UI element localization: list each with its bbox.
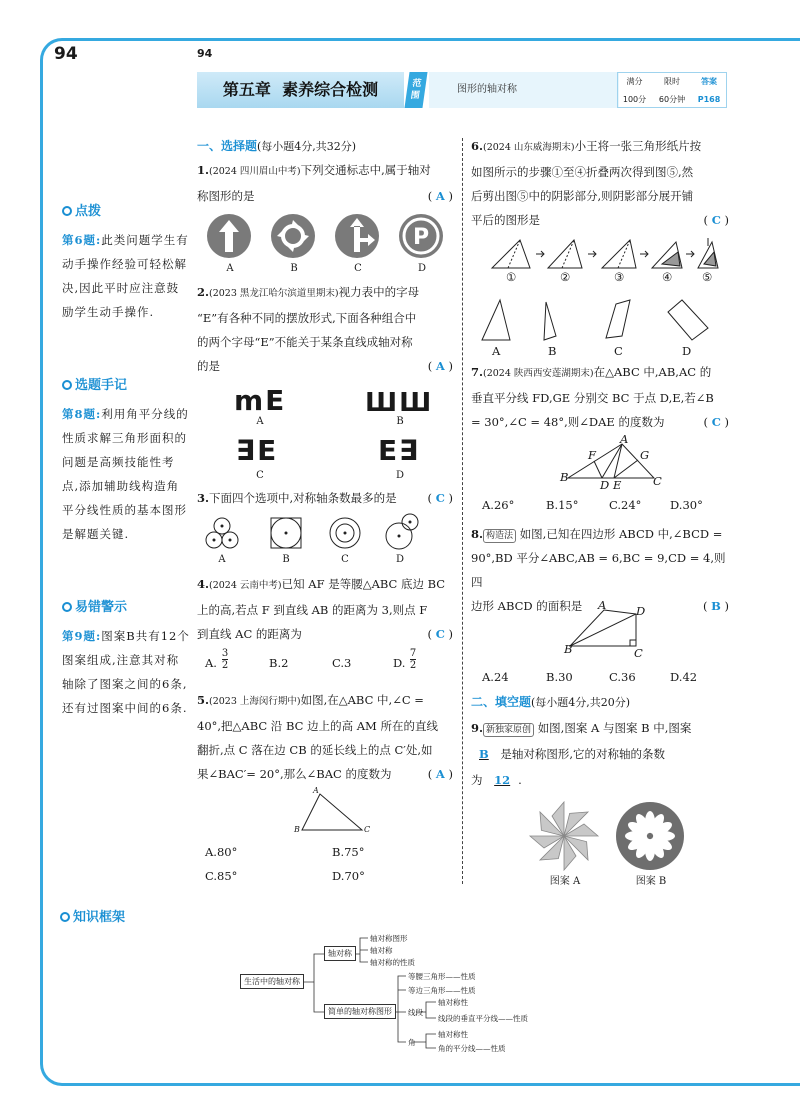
column-divider [462,138,463,884]
sign-d [399,214,443,258]
question-6: 6.(2024 山东威海期末)小王将一张三角形纸片按 如图所示的步骤①至④折叠两次得到图⑤,然 后剪出图⑤中的阴影部分,则阴影部分展开铺 平后的图形是 ( C ) [471,139,729,227]
question-2: 2.(2023 黑龙江哈尔滨道里期末)视力表中的字母 “E”有各种不同的摆放形式,下面各种组合中 的两个字母“E”不能关于某条直线成轴对称 的是 ( A ) [197,285,453,373]
q6-option-labels: A B C D [492,344,692,358]
q8-options: A.24 B.30 C.36 D.42 [482,670,698,684]
chapter-header [197,68,727,112]
q5-options: A.80° B.75° C.85° D.70° [205,845,365,883]
question-3: 3.下面四个选项中,对称轴条数最多的是 ( C ) [197,491,453,505]
framework-tree: 生活中的轴对称 轴对称 轴对称图形 轴对称 轴对称的性质 简单的轴对称图形 等腰三角形——性质 等边三角形——性质 线段 轴对称性 线段的垂直平分线——性质 角 轴对称性 角的平分线——性质 [240,930,570,1060]
tree-lines [240,930,570,1060]
bullet-icon [60,912,70,922]
method-tag: 构造法 [483,529,516,543]
answer-blank-1: B [479,747,489,761]
pattern-b [614,800,686,872]
q8-labels: A D B C [564,598,646,660]
framework-title: 知识框架 [60,906,125,925]
range-topic: 图形的轴对称 [429,72,619,108]
range-label: 范 围 [404,72,427,108]
chapter-title: 第五章 素养综合检测 [197,72,404,108]
question-4: 4.(2024 云南中考)已知 AF 是等腰△ABC 底边 BC 上的高,若点 F 到直线 AB 的距离为 3,则点 F 到直线 AC 的距离为 ( C ) [197,577,453,641]
sidebar-tips: 点拨 第6题:此类问题学生有动手操作经验可轻松解决,因此平时应注意鼓励学生动手操作. [62,204,189,319]
question-5: 5.(2023 上海闵行期中)如图,在△ABC 中,∠C = 40°,把△ABC 沿 BC 边上的高 AM 所在的直线 翻折,点 C 落在边 CB 的延长线上的点 C′处,如 果∠BAC′= 20°,那么∠BAC 的度数为 ( A ) [197,693,453,781]
question-8: 8. 构造法 如图,已知在四边形 ABCD 中,∠BCD = 90°,BD 平分∠ABC,AB = 6,BC = 9,CD = 4,则四 边形 ABCD 的面积是 ( B ) [471,527,729,613]
question-9: 9. 新独家原创 如图,图案 A 与图案 B 中,图案 B 是轴对称图形,它的对称轴的条数 为 12 . [471,721,692,787]
q2-option-c-glyph: ∃E [236,434,279,467]
original-tag: 新独家原创 [483,723,534,737]
framework-branch-1: 轴对称 [324,946,356,961]
q2-option-a-glyph: mE [234,384,287,417]
framework-branch-2: 简单的轴对称图形 [324,1004,396,1019]
q2-option-d-glyph: E∃ [378,434,421,467]
answer-blank-2: 12 [494,773,511,787]
sidebar-warn: 易错警示 第9题:图案B共有12个图案组成,注意其对称轴除了图案之间的6条,还有过图案中间的6条. [62,600,190,715]
sign-a [207,214,251,258]
q3-figures [203,514,443,554]
question-7: 7.(2024 陕西西安莲湖期末)在△ABC 中,AB,AC 的 垂直平分线 FD,GE 分别交 BC 于点 D,E,若∠B = 30°,∠C = 48°,则∠DAE 的度数为 ( C ) [471,365,729,429]
q7-labels: A F G B D E C [560,432,662,492]
bullet-icon [62,206,72,216]
page-number-small: 94 [197,47,213,60]
q1-signs [205,212,445,262]
bullet-icon [62,602,72,612]
q7-options: A.26° B.15° C.24° D.30° [482,498,703,512]
section-fill-title: 二、填空题(每小题4分,共20分) [471,695,631,709]
q6-steps [490,238,730,274]
q4-options: A. 3 2 B.2 C.3 D. 7 2 [205,648,417,671]
svg-text:P: P [412,225,430,250]
question-1: 1.(2024 四川眉山中考)下列交通标志中,属于轴对 称图形的是 ( A ) [197,163,453,203]
score-table: 满分 限时 答案 100分 60分钟 P168 [617,72,727,108]
sidebar-notes: 选题手记 第8题:利用角平分线的性质求解三角形面积的问题是高频技能性考点,添加辅助线构造角平分线性质的基本图形是解题关键. [62,378,189,541]
bullet-icon [62,380,72,390]
q2-option-b-glyph: ШШ [365,388,434,418]
section-choice-title: 一、选择题(每小题4分,共32分) [197,139,357,153]
framework-root: 生活中的轴对称 [240,974,304,989]
q6-options [478,298,718,344]
sign-b [271,214,315,258]
pattern-a [528,800,600,872]
q6-step-labels: ① ② ③ ④ ⑤ [506,270,713,284]
sign-c [335,214,379,258]
page-number: 94 [54,44,78,64]
